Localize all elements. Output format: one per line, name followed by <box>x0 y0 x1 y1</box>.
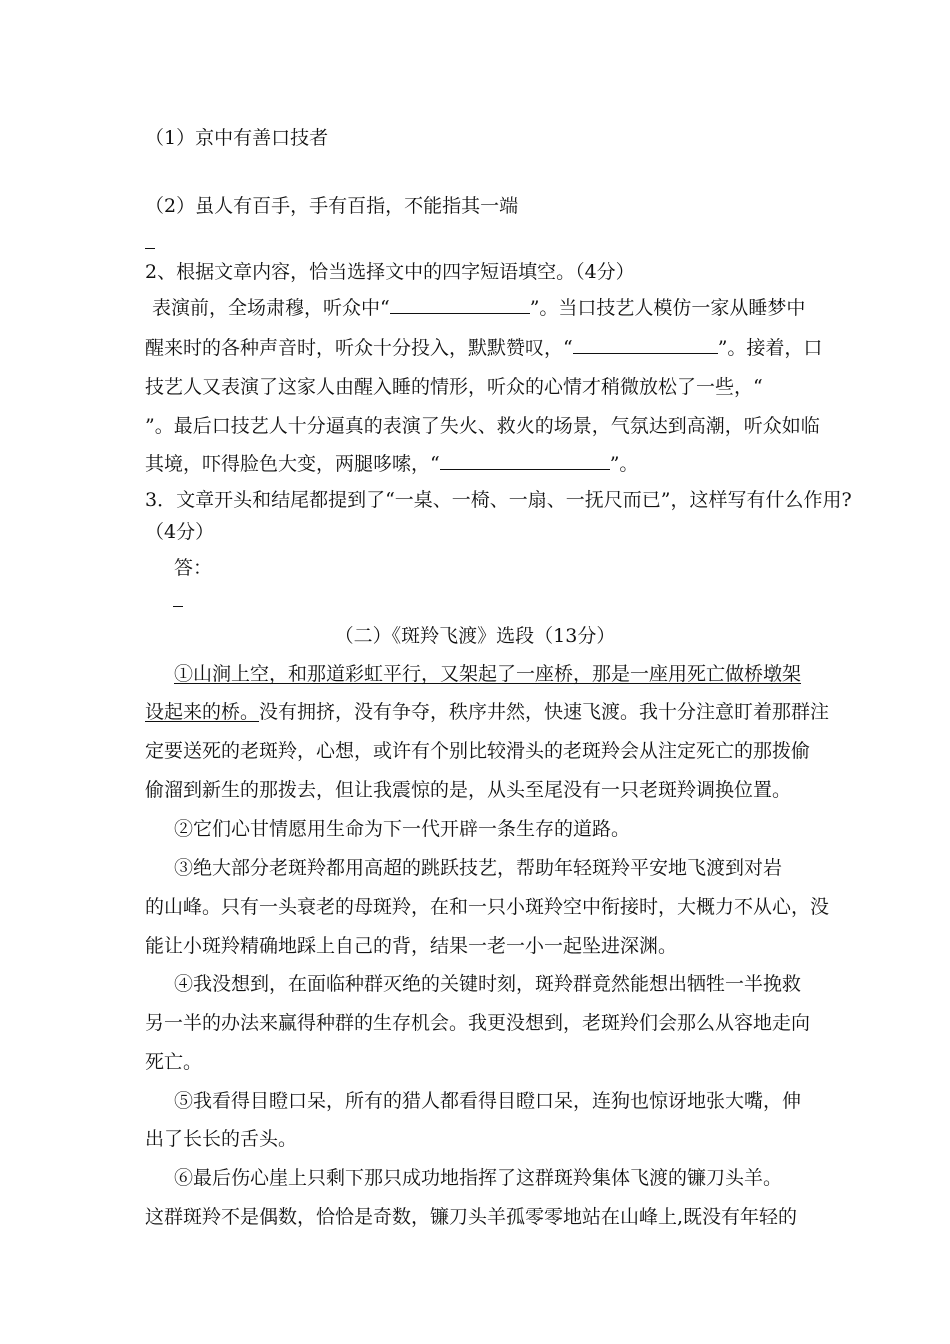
q3-prompt: 3．文章开头和结尾都提到了“一桌、一椅、一扇、一抚尺而已”，这样写有什么作用? <box>145 489 852 511</box>
q2-text: 醒来时的各种声音时，听众十分投入，默默赞叹，“ <box>145 337 573 359</box>
paragraph-text: 没有拥挤，没有争夺，秩序井然，快速飞渡。我十分注意盯着那群注 <box>259 701 830 723</box>
section-title: （二）《斑羚飞渡》选段（13分） <box>334 625 616 647</box>
q2-text: 其境，吓得脸色大变，两腿哆嗦，“ <box>145 453 440 475</box>
fill-blank-1[interactable] <box>390 295 530 314</box>
q2-text: ”。当口技艺人模仿一家从睡梦中 <box>529 297 806 319</box>
paragraph-1-line-1 <box>174 660 801 688</box>
q2-line-2 <box>145 334 822 362</box>
q2-line-4: ”。最后口技艺人十分逼真的表演了失火、救火的场景，气氛达到高潮，听众如临 <box>145 415 820 437</box>
q2-line-5 <box>145 450 638 478</box>
underlined-sentence: ①山涧上空，和那道彩虹平行，又架起了一座桥，那是一座用死亡做桥墩架 <box>174 663 802 685</box>
q2-prompt: 2、根据文章内容，恰当选择文中的四字短语填空。（4分） <box>145 261 635 283</box>
q1-item-1: （1）京中有善口技者 <box>145 127 329 149</box>
paragraph-4-line-3: 死亡。 <box>145 1051 203 1073</box>
paragraph-3-line-2: 的山峰。只有一头衰老的母斑羚，在和一只小斑羚空中衔接时，大概力不从心，没 <box>145 896 830 918</box>
paragraph-2: ②它们心甘情愿用生命为下一代开辟一条生存的道路。 <box>174 818 631 840</box>
q2-text: ”。 <box>609 453 639 475</box>
q2-line-1 <box>152 294 805 322</box>
underlined-sentence: 设起来的桥。 <box>145 701 260 723</box>
q2-line-3: 技艺人又表演了这家人由醒入睡的情形，听众的心情才稍微放松了一些，“ <box>145 376 763 398</box>
paragraph-1-line-3: 定要送死的老斑羚，心想，或许有个别比较滑头的老斑羚会从注定死亡的那拨偷 <box>145 740 811 762</box>
q3-points: （4分） <box>145 521 215 543</box>
paragraph-4-line-2: 另一半的办法来赢得种群的生存机会。我更没想到，老斑羚们会那么从容地走向 <box>145 1012 811 1034</box>
paragraph-4-line-1: ④我没想到，在面临种群灭绝的关键时刻，斑羚群竟然能想出牺牲一半挽救 <box>174 973 802 995</box>
paragraph-6-line-2: 这群斑羚不是偶数，恰恰是奇数，镰刀头羊孤零零地站在山峰上,既没有年轻的 <box>145 1206 798 1228</box>
fill-blank-2[interactable] <box>573 335 718 354</box>
answer-line-mark <box>145 248 155 249</box>
fill-blank-4[interactable] <box>440 451 610 470</box>
answer-label: 答： <box>174 557 213 579</box>
paragraph-6-line-1: ⑥最后伤心崖上只剩下那只成功地指挥了这群斑羚集体飞渡的镰刀头羊。 <box>174 1167 783 1189</box>
q2-text: 表演前，全场肃穆，听众中“ <box>152 297 390 319</box>
paragraph-5-line-1: ⑤我看得目瞪口呆，所有的猎人都看得目瞪口呆，连狗也惊讶地张大嘴，伸 <box>174 1090 802 1112</box>
paragraph-3-line-1: ③绝大部分老斑羚都用高超的跳跃技艺，帮助年轻斑羚平安地飞渡到对岩 <box>174 857 783 879</box>
paragraph-1-line-4: 偷溜到新生的那拨去，但让我震惊的是，从头至尾没有一只老斑羚调换位置。 <box>145 779 792 801</box>
paragraph-3-line-3: 能让小斑羚精确地踩上自己的背，结果一老一小一起坠进深渊。 <box>145 935 678 957</box>
answer-line-mark <box>173 606 183 607</box>
q2-text: ”。接着，口 <box>717 337 823 359</box>
paragraph-1-line-2 <box>145 698 829 726</box>
paragraph-5-line-2: 出了长长的舌头。 <box>145 1128 298 1150</box>
q1-item-2: （2）虽人有百手，手有百指，不能指其一端 <box>145 195 519 217</box>
